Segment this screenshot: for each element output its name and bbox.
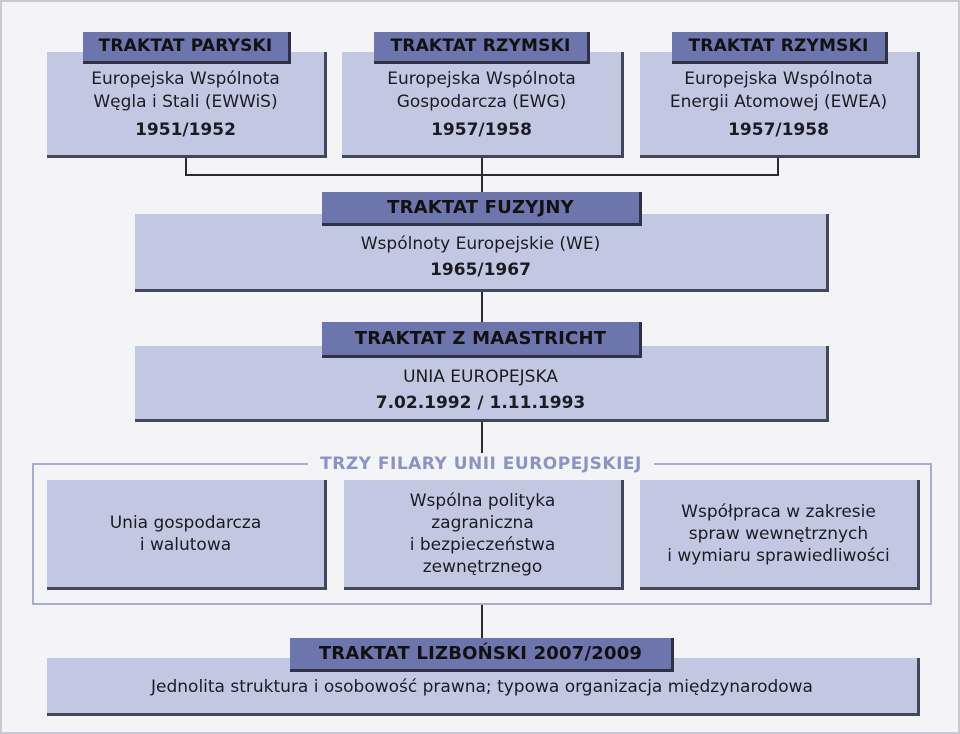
header-maastricht-treaty: TRAKTAT Z MAASTRICHT [322,322,642,358]
pillar-economic-monetary [47,480,327,590]
box-euratom [640,52,920,158]
eec-years: 1957/1958 [431,120,532,140]
connector-to-merger [481,174,483,194]
pillar2-line4: zewnętrznego [422,556,543,577]
pillar3-line3: i wymiaru sprawiedliwości [667,545,890,566]
pillars-title: TRZY FILARY UNII EUROPEJSKIEJ [308,453,654,475]
pillar1-line1: Unia gospodarcza [109,512,262,533]
pillar3-line2: spraw wewnętrznych [688,523,869,544]
ecsc-line1: Europejska Wspólnota [91,69,280,89]
header-merger-treaty: TRAKTAT FUZYJNY [322,192,642,226]
pillar2-line2: zagraniczna [431,512,534,533]
header-paris-treaty: TRAKTAT PARYSKI [83,32,291,64]
pillar-foreign-security-policy [344,480,624,590]
ecsc-line2: Węgla i Stali (EWWiS) [93,92,278,112]
header-lisbon-treaty: TRAKTAT LIZBOŃSKI 2007/2009 [290,638,674,672]
pillar3-line1: Współpraca w zakresie [681,501,876,522]
header-rome-treaty-eec: TRAKTAT RZYMSKI [374,32,590,64]
box-eec [342,52,624,158]
eec-line1: Europejska Wspólnota [387,69,576,89]
maastricht-years: 7.02.1992 / 1.11.1993 [375,393,586,413]
eec-line2: Gospodarcza (EWG) [396,92,567,112]
euratom-line2: Energii Atomowej (EWEA) [669,92,888,112]
merger-years: 1965/1967 [430,260,531,280]
connector-pillars-lisbon [481,604,483,640]
euratom-years: 1957/1958 [728,120,829,140]
ecsc-years: 1951/1952 [135,120,236,140]
euratom-line1: Europejska Wspólnota [684,69,873,89]
pillar-justice-home-affairs [640,480,920,590]
pillar2-line1: Wspólna polityka [409,490,556,511]
box-ecsc [47,52,327,158]
lisbon-text: Jednolita struktura i osobowość prawna; typowa organizacja międzynarodowa [151,677,813,697]
connector-merger-maastricht [481,290,483,324]
maastricht-line1: UNIA EUROPEJSKA [403,367,558,387]
pillar1-line2: i walutowa [139,534,232,555]
header-rome-treaty-euratom: TRAKTAT RZYMSKI [672,32,888,64]
pillar2-line3: i bezpieczeństwa [409,534,556,555]
merger-line1: Wspólnoty Europejskie (WE) [360,234,601,254]
